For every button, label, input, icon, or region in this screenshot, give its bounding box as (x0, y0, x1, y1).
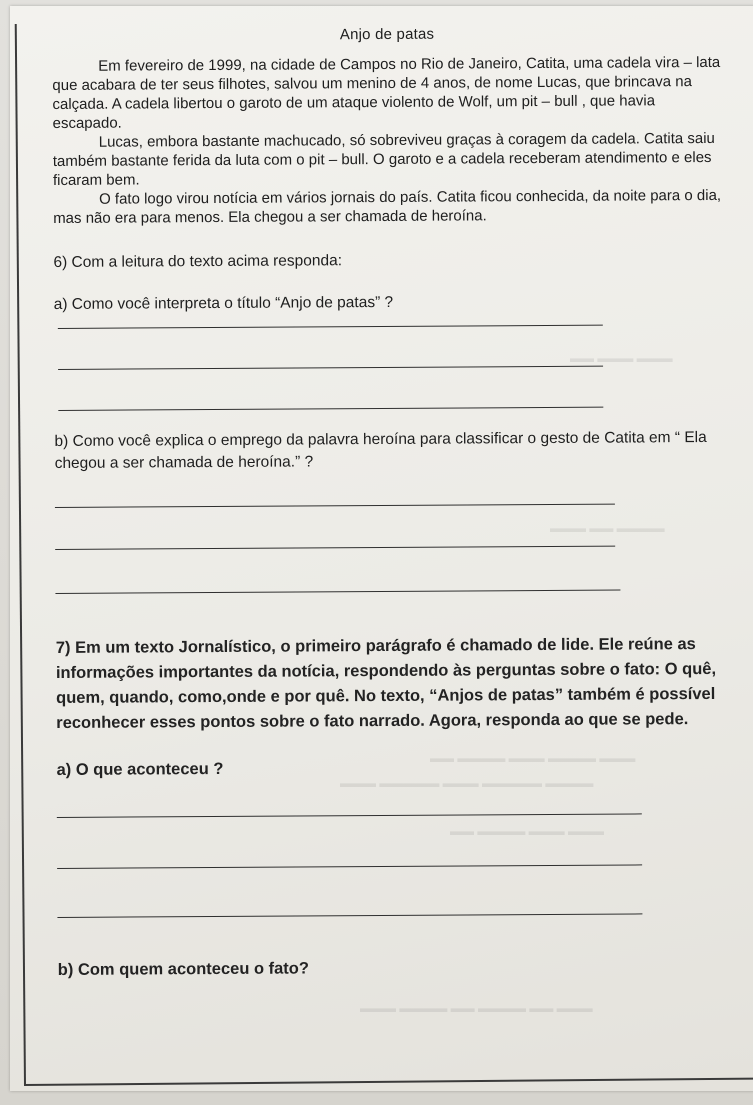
question-6-prompt: 6) Com a leitura do texto acima responda: (53, 252, 343, 271)
worksheet-content (52, 24, 728, 983)
answer-line-6a-1[interactable] (58, 325, 603, 329)
answer-line-6b-1[interactable] (55, 504, 615, 508)
story-paragraph-2: Lucas, embora bastante machucado, só sobreviveu graças à coragem da cadela. Catita saiu também bastante ferida da luta com o pit – bull. O garoto e a cadela receberam atendimento e eles ficaram bem. (52, 129, 715, 189)
answer-line-6b-2[interactable] (55, 546, 615, 550)
show-through-mark: ▬▬▬▬ ▬▬ ▬▬▬ (550, 521, 665, 535)
answer-line-7a-2[interactable] (57, 864, 642, 869)
question-7-prompt: 7) Em um texto Jornalístico, o primeiro parágrafo é chamado de lide. Ele reúne as informações importantes da notícia, respondendo às perguntas sobre o fato: O quê, quem, quando, como,onde e por quê. No texto, “Anjos de patas” também é possível reconhecer esses pontos sobre o fato narrado. Agora, responda ao que se pede. (55, 635, 717, 732)
story-paragraph-1: Em fevereiro de 1999, na cidade de Campos no Rio de Janeiro, Catita, uma cadela vira – lata que acabara de ter seus filhotes, salvou um menino de 4 anos, de nome Lucas, que brincava na calçada. A cadela libertou o garoto de um ataque violento de Wolf, um pit – bull , que havia escapado. (52, 53, 721, 132)
show-through-mark: ▬▬▬ ▬▬ ▬▬▬▬ ▬▬ ▬▬▬▬ ▬▬▬ (360, 1001, 593, 1015)
paper-sheet (10, 6, 753, 1091)
show-through-mark: ▬▬▬▬ ▬▬▬▬▬ ▬▬▬ ▬▬▬▬▬ ▬▬▬ (340, 776, 594, 790)
question-6a: a) Como você interpreta o título “Anjo de patas” ? (53, 293, 394, 313)
story-text (52, 53, 723, 228)
answer-line-6a-2[interactable] (58, 366, 603, 370)
question-6b: b) Como você explica o emprego da palavra heroína para classificar o gesto de Catita em “ Ela chegou a ser chamada de heroína.” ? (54, 429, 707, 472)
show-through-mark: ▬▬▬ ▬▬▬▬ ▬▬▬ ▬▬▬▬ ▬▬ (430, 751, 636, 765)
answer-line-6b-3[interactable] (55, 590, 620, 594)
question-7a: a) O que aconteceu ? (56, 759, 224, 779)
show-through-mark: ▬▬▬ ▬▬▬ ▬▬ (570, 351, 673, 365)
answer-line-7a-3[interactable] (57, 913, 642, 918)
question-7b: b) Com quem aconteceu o fato? (57, 959, 309, 979)
show-through-mark: ▬▬▬ ▬▬▬ ▬▬▬▬ ▬▬ (450, 824, 605, 838)
answer-line-6a-3[interactable] (58, 407, 603, 411)
answer-line-7a-1[interactable] (57, 813, 642, 818)
story-paragraph-3: O fato logo virou notícia em vários jornais do país. Catita ficou conhecida, da noite para o dia, mas não era para menos. Ela chegou a ser chamada de heroína. (53, 186, 722, 227)
story-title: Anjo de patas (339, 25, 435, 44)
